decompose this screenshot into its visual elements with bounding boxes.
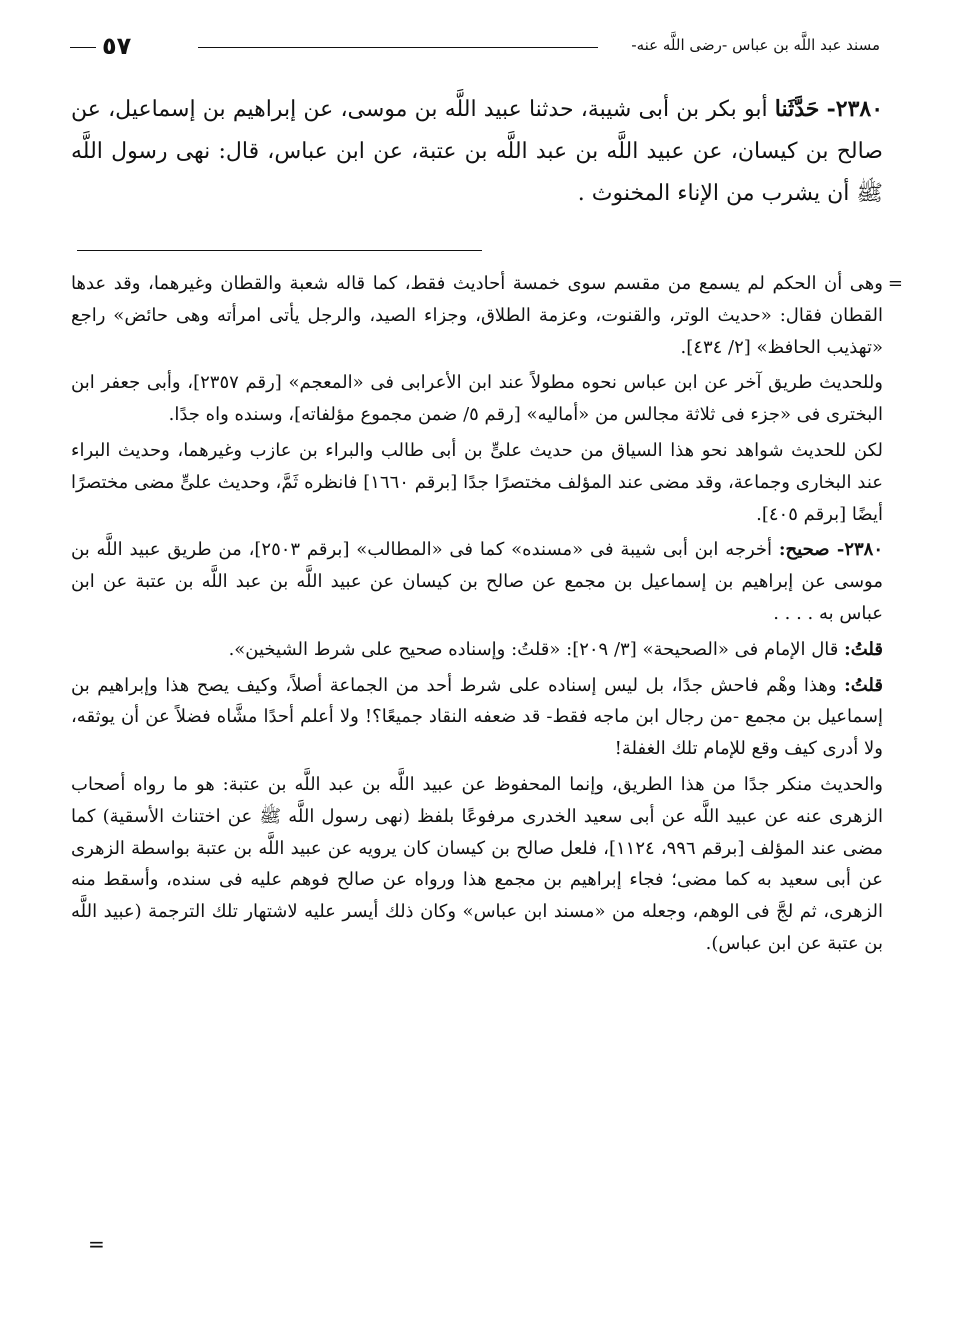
header-rule-short bbox=[70, 47, 96, 48]
hadith-body: أبو بكر بن أبى شيبة، حدثنا عبيد اللَّه بن موسى، عن إبراهيم بن إسماعيل، عن صالح بن كيسان، عن عبيد اللَّه بن عبد اللَّه بن عتبة، عن ابن عباس، قال: نهى رسول اللَّه ﷺ أن يشرب من الإناء المخنوث . bbox=[71, 97, 883, 206]
footnote-text: وهى أن الحكم لم يسمع من مقسم سوى خمسة أحاديث فقط، كما قاله شعبة والقطان وغيرهما، وقد عدها القطان فقال: «حديث الوتر، والقنوت، وعزمة الطلاق، وجزاء الصيد، والرجل يأتى امرأته وهى حائض» راجع «تهذيب الحافظ» [٢/ ٤٣٤]. bbox=[71, 273, 883, 358]
footnote-paragraph bbox=[71, 534, 883, 629]
header-rule bbox=[198, 47, 598, 48]
page-number: ٥٧ bbox=[102, 32, 132, 60]
continuation-mark-end: = bbox=[88, 1232, 105, 1256]
hadith-number: ٢٣٨٠- bbox=[826, 96, 884, 122]
footnote-paragraph bbox=[71, 435, 883, 530]
hadith-text bbox=[71, 88, 883, 215]
footnote-paragraph bbox=[71, 634, 883, 666]
footnote-label: قلتُ: bbox=[844, 674, 883, 696]
footnote-text: وهذا وهْم فاحش جدًا، بل ليس إسناده على شرط أحد من الجماعة أصلاً، وكيف يصح هذا وإبراهيم بن إسماعيل بن مجمع -من رجال ابن ماجه فقط- قد ضعفه النقاد جميعًا؟! ولا أعلم أحدًا مشَّاه فضلاً عن أن يوثقه، ولا أدرى كيف وقع للإمام تلك الغفلة! bbox=[71, 674, 883, 760]
footnote-divider bbox=[77, 250, 482, 251]
hadith-haddathana: حَدَّثَنا bbox=[774, 96, 820, 122]
continuation-mark: = bbox=[887, 273, 903, 294]
footnote-label: قلتُ: bbox=[844, 638, 883, 660]
footnote-text: قال الإمام فى «الصحيحة» [٣/ ٢٠٩]: «قلتُ: وإسناده صحيح على شرط الشيخين». bbox=[228, 638, 839, 660]
footnote-paragraph bbox=[71, 268, 903, 363]
footnote-text: وللحديث طريق آخر عن ابن عباس نحوه مطولاً عند ابن الأعرابى فى «المعجم» [رقم ٢٣٥٧]، وأبى جعفر ابن البخترى فى «جزء فى ثلاثة مجالس من «أماليه» [رقم ٥/ ضمن مجموع مؤلفاته]، وسنده واه جدًا. bbox=[71, 372, 884, 426]
footnote-text: أخرجه ابن أبى شيبة فى «مسنده» كما فى «المطالب» [برقم ٢٥٠٣]، من طريق عبيد اللَّه بن موسى عن إبراهيم بن إسماعيل بن مجمع عن صالح بن كيسان عن عبيد اللَّه بن عبد اللَّه بن عتبة عن ابن عباس به . . . . bbox=[71, 539, 883, 624]
footnote-paragraph bbox=[71, 769, 883, 960]
footnote-paragraph bbox=[71, 670, 883, 765]
footnote-label: ٢٣٨٠- صحيح: bbox=[778, 539, 883, 561]
footnote-paragraph bbox=[71, 367, 883, 431]
header-title: مسند عبد اللَّه بن عباس -رضى اللَّه عنه- bbox=[631, 36, 880, 54]
footnotes bbox=[71, 268, 903, 960]
footnote-text: والحديث منكر جدًا من هذا الطريق، وإنما المحفوظ عن عبيد اللَّه بن عبد اللَّه بن عتبة: هو ما رواه أصحاب الزهرى عنه عن عبيد اللَّه عن أبى سعيد الخدرى مرفوعًا بلفظ (نهى رسول اللَّه ﷺ عن اختناث الأسقية) كما مضى عند المؤلف [برقم ٩٩٦، ١١٢٤]، فلعل صالح بن كيسان كان يرويه عن عبيد اللَّه بن عتبة بواسطة الزهرى عن أبى سعيد به كما مضى؛ فجاء إبراهيم بن مجمع هذا ورواه عن صالح فوهم عليه فى سنده، وأسقط منه الزهرى، ثم لجَّ فى الوهم، وجعله من «مسند ابن عباس» وكان ذلك أيسر عليه لاشتهار تلك الترجمة (عبيد اللَّه بن عتبة عن ابن عباس). bbox=[71, 773, 884, 954]
running-header bbox=[70, 32, 880, 60]
footnote-text: لكن للحديث شواهد نحو هذا السياق من حديث علىٍّ بن أبى طالب والبراء بن عازب وغيرهما، وحديث البراء عند البخارى وجماعة، وقد مضى عند المؤلف مختصرًا جدًا [برقم ١٦٦٠] فانظره ثَمَّ، وحديث علىٍّ مضى مختصرًا أيضًا [برقم ٤٠٥]. bbox=[71, 439, 883, 525]
